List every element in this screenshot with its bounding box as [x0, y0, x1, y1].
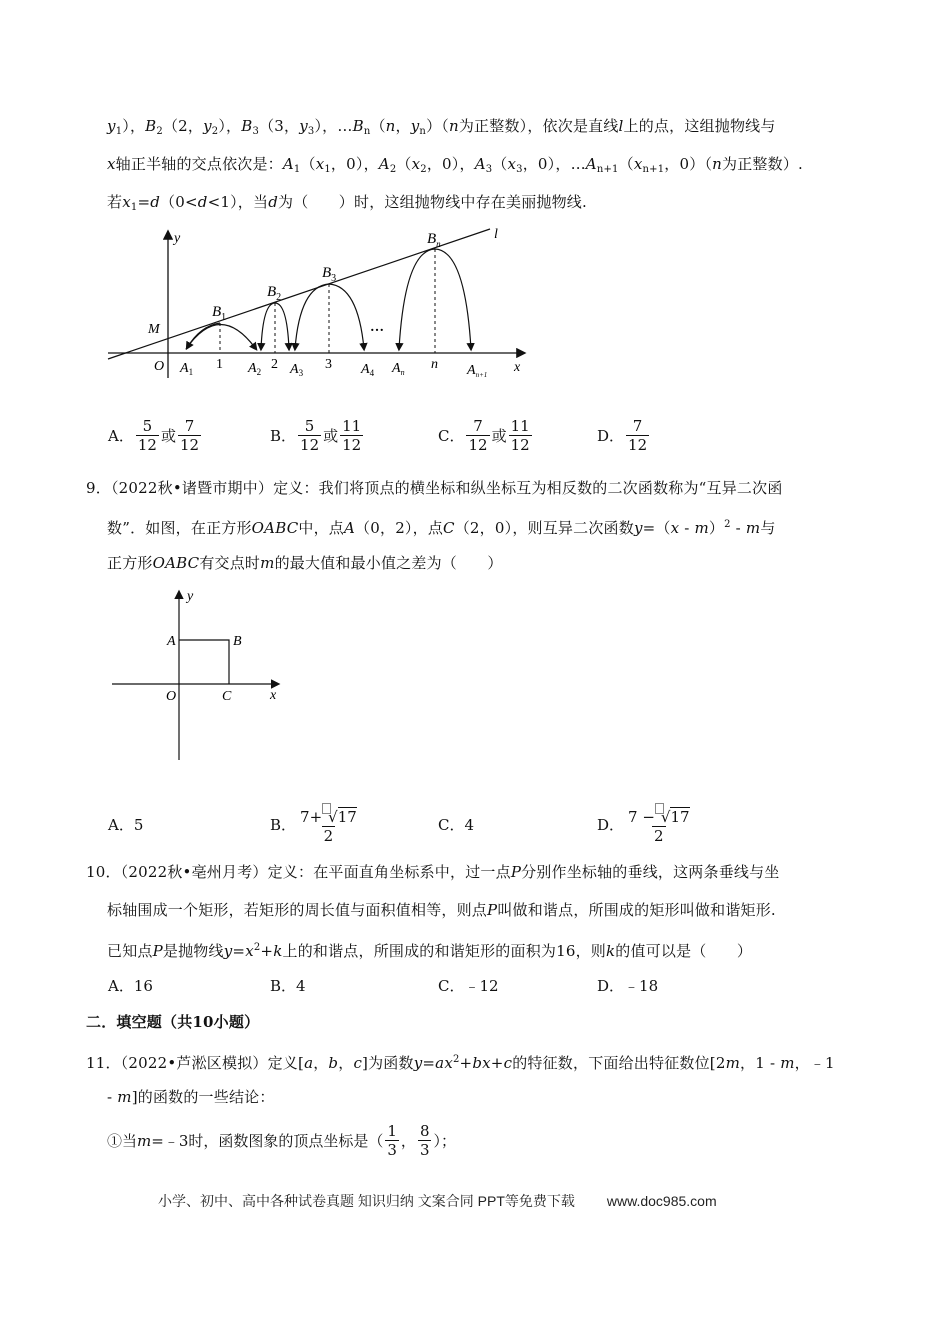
var-x: x	[670, 519, 680, 537]
text: 有交点时	[199, 554, 261, 572]
var-m: m	[780, 1054, 795, 1072]
parabola-3-right	[329, 284, 364, 349]
text: 叫做和谐点，所围成的矩形叫做和谐矩形.	[497, 901, 776, 919]
radicand: 17	[337, 808, 357, 826]
var-m: m	[745, 519, 761, 537]
a3-label: $A_3$	[290, 362, 304, 378]
parabola-2-right	[275, 303, 289, 349]
missing-glyph-icon	[655, 803, 664, 814]
text: 上的和谐点，所围成的和谐矩形的面积为16，则	[282, 942, 606, 960]
parabola-1	[186, 325, 256, 350]
exponent: 2	[253, 942, 261, 953]
fraction	[626, 417, 649, 454]
text: 数”．如图，在正方形	[107, 519, 252, 537]
text: ），	[122, 117, 146, 135]
denominator: 12	[300, 436, 320, 454]
var-m: m	[137, 1131, 152, 1150]
var-k: k	[273, 942, 283, 960]
q9-option-c[interactable]	[438, 814, 474, 835]
subscript: n+1	[642, 164, 665, 175]
option-letter: B．	[270, 427, 297, 445]
fraction	[136, 417, 159, 454]
var-p: P	[487, 901, 498, 919]
text: ，﹣1	[794, 1054, 835, 1072]
numerator: 7	[473, 417, 483, 435]
fraction	[385, 1122, 399, 1159]
numerator: 7	[632, 417, 643, 435]
text: =（	[642, 519, 671, 537]
q10-text-line-2	[107, 900, 776, 920]
q10-option-d[interactable]	[597, 975, 658, 996]
var-n: n	[448, 117, 459, 135]
var-m: m	[725, 1054, 741, 1072]
parabola-n-left	[399, 249, 435, 349]
text: 分别作坐标轴的垂线，这两条垂线与坐	[521, 863, 780, 881]
tick-1: 1	[216, 357, 223, 372]
var-x: x	[315, 155, 325, 173]
q10-option-a[interactable]	[108, 975, 153, 996]
q8-parabola-figure	[0, 0, 950, 400]
var-a: A	[378, 155, 390, 173]
var-c: c	[503, 1054, 513, 1072]
subscript: 3	[307, 126, 315, 137]
q9-text-line-2	[107, 515, 776, 538]
subscript: 3	[252, 126, 260, 137]
q11-conclusion-1	[107, 1122, 456, 1159]
exponent: 2	[724, 519, 731, 530]
denominator: 12	[179, 436, 200, 454]
q8-option-b[interactable]	[270, 417, 365, 454]
option-letter: C．	[438, 977, 465, 995]
square-oabc	[179, 640, 229, 684]
text: 正方形	[107, 554, 153, 572]
text: <1），当	[207, 193, 269, 211]
var-ax: ax	[435, 1054, 453, 1072]
radicand: 17	[670, 808, 690, 826]
a2-label: $A_2$	[248, 361, 262, 377]
q9-option-a[interactable]	[108, 814, 143, 835]
text: （	[492, 155, 508, 173]
text: ，	[395, 117, 411, 135]
text: 为正整数），依次是直线	[458, 117, 619, 135]
text: -	[730, 519, 746, 537]
var-k: k	[606, 942, 616, 960]
point-c-label: C	[222, 689, 232, 704]
var-d: d	[150, 193, 161, 211]
subscript: 1	[130, 202, 138, 213]
text: （0<	[160, 193, 198, 211]
q9-option-b[interactable]	[270, 803, 361, 845]
footer-text: 小学、初中、高中各种试卷真题 知识归纳 文案合同 PPT等免费下载	[158, 1193, 575, 1209]
var-p: P	[152, 942, 163, 960]
tick-n: n	[431, 357, 438, 372]
fraction	[340, 417, 363, 454]
subscript: n	[363, 126, 371, 137]
subscript: n	[419, 126, 427, 137]
text: ，	[313, 1054, 329, 1072]
q8-option-d[interactable]	[597, 417, 651, 454]
var-a: A	[474, 155, 486, 173]
option-value: ﹣18	[624, 977, 659, 995]
origin-label: O	[154, 359, 165, 374]
var-a: A	[585, 155, 597, 173]
var-d: d	[197, 193, 208, 211]
text: +	[260, 942, 274, 960]
q10-text-line-1	[86, 862, 780, 882]
axis-x-label: x	[514, 360, 521, 375]
text: 为（ ）时，这组抛物线中存在美丽抛物线.	[278, 193, 587, 211]
axis-y-label: y	[174, 231, 181, 246]
var-y: y	[299, 117, 308, 135]
fraction	[298, 417, 321, 454]
a4-label: $A_4$	[361, 362, 375, 378]
var-y: y	[410, 117, 420, 135]
text: 与	[760, 519, 776, 537]
var-y: y	[107, 117, 116, 135]
numerator: 7+ √17	[298, 803, 359, 826]
tick-3: 3	[325, 357, 332, 372]
denominator: 2	[654, 827, 664, 845]
text: -	[679, 519, 695, 537]
point-o-label: O	[166, 689, 177, 704]
text: ，	[338, 1054, 354, 1072]
denominator: 3	[387, 1141, 397, 1159]
var-n: n	[712, 155, 723, 173]
var-n: n	[385, 117, 396, 135]
var-a: A	[282, 155, 294, 173]
tick-2: 2	[271, 357, 278, 372]
q9-square-figure	[100, 580, 300, 770]
var-a: a	[304, 1054, 314, 1072]
option-letter: A．	[108, 977, 134, 995]
var-y: y	[223, 942, 233, 960]
q8-option-c[interactable]	[438, 417, 534, 454]
ellipsis: …	[370, 320, 384, 335]
text: （3，	[259, 117, 300, 135]
var-b: b	[328, 1054, 339, 1072]
var-b: B	[241, 117, 253, 135]
text: 10．（2022秋•亳州月考）定义：在平面直角坐标系中，过一点	[86, 863, 511, 881]
text: ）	[708, 519, 725, 537]
text: 若	[107, 193, 123, 211]
b1-label: $B_1$	[212, 304, 227, 323]
var-b: B	[145, 117, 157, 135]
text: （	[618, 155, 634, 173]
q10-text-line-3	[107, 938, 752, 961]
text: ），	[218, 117, 242, 135]
text: =	[137, 193, 151, 211]
subscript: 3	[516, 164, 523, 175]
text: （2，0），则互异二次函数	[454, 519, 634, 537]
q11-text-line-2	[107, 1087, 275, 1107]
fraction	[626, 803, 692, 845]
var-p: P	[510, 863, 522, 881]
text: ）；	[433, 1132, 456, 1150]
text: ，1 -	[740, 1054, 781, 1072]
option-letter: C．	[438, 816, 465, 834]
missing-glyph-icon	[322, 803, 331, 814]
fraction	[466, 417, 489, 454]
q8-option-a[interactable]	[108, 417, 203, 454]
parabola-n-right	[435, 249, 471, 349]
text: （	[300, 155, 316, 173]
var-bx: bx	[472, 1054, 491, 1072]
option-value: 5	[133, 815, 144, 834]
fraction	[178, 417, 201, 454]
option-value: 4	[464, 815, 475, 834]
option-value: 16	[133, 976, 153, 995]
var-d: d	[268, 193, 278, 211]
var-m: m	[117, 1088, 132, 1106]
q9-text-line-3	[107, 553, 503, 573]
denominator: 3	[419, 1141, 430, 1159]
subscript: 1	[115, 126, 123, 137]
text: ]为函数	[362, 1054, 414, 1072]
var-oabc: OABC	[251, 519, 299, 537]
text: （	[396, 155, 412, 173]
var-c: c	[353, 1054, 363, 1072]
numerator: 8	[419, 1122, 430, 1140]
option-letter: D．	[597, 977, 625, 995]
subscript: 3	[485, 164, 493, 175]
text: 为正整数）.	[722, 155, 803, 173]
fraction	[509, 417, 532, 454]
text: 7+	[300, 808, 323, 826]
text: 的值可以是（ ）	[615, 942, 753, 960]
var-oabc: OABC	[152, 554, 200, 572]
denominator: 12	[137, 436, 157, 454]
var-y: y	[203, 117, 212, 135]
b2-label: $B_2$	[267, 284, 282, 303]
subscript: 1	[324, 164, 331, 175]
axis-y-label: y	[187, 589, 194, 604]
option-letter: C．	[438, 427, 465, 445]
var-x: x	[107, 155, 116, 173]
option-value: 4	[296, 976, 306, 995]
subscript: 2	[156, 126, 163, 137]
or-text: 或	[491, 427, 507, 445]
q10-option-b[interactable]	[270, 975, 306, 996]
text: 轴正半轴的交点依次是：	[115, 155, 283, 173]
an1-label: $A_{n+1}$	[467, 363, 488, 379]
numerator: 7	[184, 417, 195, 435]
subscript: n+1	[596, 164, 619, 175]
text: ）（	[426, 117, 449, 135]
denominator: 12	[510, 436, 530, 454]
text: ，0），	[330, 155, 379, 173]
var-y: y	[633, 519, 643, 537]
numerator: 5	[142, 417, 153, 435]
var-x: x	[507, 155, 517, 173]
var-l: l	[618, 117, 624, 135]
text: ，0），…	[522, 155, 586, 173]
denominator: 12	[468, 436, 488, 454]
fraction	[418, 1122, 432, 1159]
page-footer	[158, 1191, 717, 1211]
text: 是抛物线	[162, 942, 224, 960]
text: -	[107, 1088, 118, 1106]
subscript: 2	[420, 164, 427, 175]
text: ），…	[314, 117, 353, 135]
text: ]的函数的一些结论：	[131, 1088, 275, 1106]
var-x: x	[411, 155, 421, 173]
text: ，	[400, 1132, 416, 1150]
axis-x-label: x	[270, 688, 277, 703]
numerator: 11	[342, 417, 362, 435]
text: ，0），	[426, 155, 475, 173]
option-letter: B．	[270, 815, 297, 834]
fraction	[298, 803, 359, 845]
option-letter: D．	[597, 815, 625, 834]
b3-label: $B_3$	[322, 265, 337, 284]
var-x: x	[633, 155, 643, 173]
denominator: 12	[628, 436, 648, 454]
numerator: 5	[304, 417, 315, 435]
text: （2，	[162, 117, 204, 135]
var-m: m	[260, 554, 275, 572]
an-label: $A_n$	[392, 361, 405, 377]
var-x: x	[122, 193, 131, 211]
text: 中，点	[298, 519, 344, 537]
var-a: A	[344, 519, 356, 537]
text: +	[490, 1054, 504, 1072]
denominator: 12	[342, 436, 362, 454]
section-title: 二．填空题（共10小题）	[86, 1013, 260, 1031]
numerator: 1	[387, 1122, 397, 1140]
line-l-label: l	[494, 227, 498, 242]
footer-url-link[interactable]: www.doc985.com	[606, 1193, 717, 1209]
option-letter: A．	[108, 816, 134, 834]
text: （	[370, 117, 386, 135]
text: 7 −	[628, 808, 655, 826]
option-value: ﹣12	[464, 977, 499, 995]
line-l	[108, 229, 490, 359]
option-letter: A．	[108, 427, 134, 445]
option-letter: D．	[597, 427, 625, 445]
bn-label: $B_n$	[427, 231, 441, 249]
var-x: x	[245, 942, 254, 960]
text: 的特征数，下面给出特征数位[2	[512, 1054, 726, 1072]
subscript: 2	[211, 126, 219, 137]
var-y: y	[413, 1054, 423, 1072]
q9-option-d[interactable]	[597, 803, 694, 845]
subscript: 2	[389, 164, 397, 175]
text: 上的点，这组抛物线与	[623, 117, 776, 135]
var-c: C	[443, 519, 455, 537]
numerator: 11	[510, 417, 530, 435]
text: +	[459, 1054, 473, 1072]
var-m: m	[694, 519, 709, 537]
or-text: 或	[160, 427, 176, 445]
q11-text-line-1	[86, 1050, 835, 1073]
parabola-2	[261, 303, 275, 349]
q10-option-c[interactable]	[438, 975, 499, 996]
text: ①当	[107, 1132, 138, 1150]
var-b: B	[352, 117, 364, 135]
m-label: M	[148, 322, 160, 337]
text: ，0）（	[664, 155, 713, 173]
text: 标轴围成一个矩形，若矩形的周长值与面积值相等，则点	[107, 901, 488, 919]
or-text: 或	[323, 427, 339, 445]
denominator: 2	[323, 827, 334, 845]
q9-text-line-1: 9．（2022秋•诸暨市期中）定义：我们将顶点的横坐标和纵坐标互为相反数的二次函数称为“互异二次函	[86, 479, 783, 497]
text: 已知点	[107, 942, 153, 960]
point-b-label: B	[233, 634, 242, 649]
numerator: 7 − √17	[626, 803, 692, 826]
exponent: 2	[452, 1054, 460, 1065]
text: =﹣3时，函数图象的顶点坐标是（	[151, 1132, 384, 1150]
point-a-label: A	[167, 634, 176, 649]
text: （0，2），点	[355, 519, 444, 537]
text: 的最大值和最小值之差为（ ）	[274, 554, 503, 572]
option-letter: B．	[270, 977, 297, 995]
subscript: 1	[293, 164, 301, 175]
text: =	[232, 942, 246, 960]
a1-label: $A_1$	[180, 361, 194, 377]
text: 11．（2022•芦淞区模拟）定义[	[86, 1054, 305, 1072]
text: =	[422, 1054, 436, 1072]
